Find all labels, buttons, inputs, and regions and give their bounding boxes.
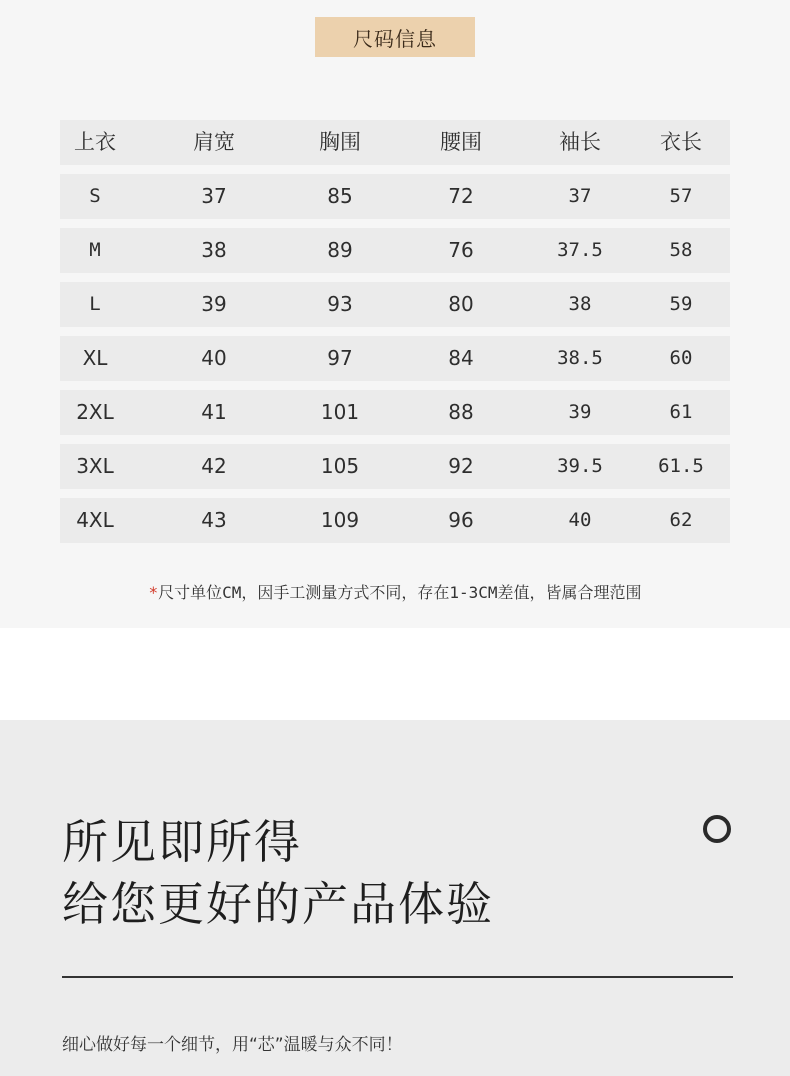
table-cell: 76: [448, 238, 474, 262]
table-cell: 84: [448, 346, 474, 370]
table-cell: 92: [448, 454, 474, 478]
promo-section: [0, 720, 790, 1076]
note-asterisk: *: [148, 583, 159, 602]
table-cell: 37.5: [557, 239, 603, 261]
promo-headline-line1: 所见即所得: [62, 815, 302, 869]
size-label: 2XL: [76, 400, 114, 424]
table-cell: 109: [320, 508, 360, 532]
table-cell: 80: [448, 292, 474, 316]
header-cell: 袖长: [559, 130, 601, 154]
header-cell: 胸围: [319, 130, 361, 154]
table-row: [60, 444, 730, 489]
table-cell: 72: [448, 184, 474, 208]
table-row: [60, 174, 730, 219]
table-cell: 38.5: [557, 347, 603, 369]
table-cell: 59: [669, 293, 693, 315]
table-cell: 96: [448, 508, 474, 532]
table-cell: 57: [669, 185, 693, 207]
header-cell: 上衣: [74, 130, 116, 154]
table-cell: 105: [320, 454, 360, 478]
table-cell: 93: [327, 292, 353, 316]
note-text: 尺寸单位CM，因手工测量方式不同，存在1-3CM差值，皆属合理范围: [158, 583, 642, 602]
size-label: M: [89, 239, 101, 261]
table-cell: 62: [669, 509, 693, 531]
table-header-row: [60, 120, 730, 165]
size-label: XL: [82, 346, 108, 370]
table-cell: 39.5: [557, 455, 603, 477]
size-label: 3XL: [76, 454, 114, 478]
table-cell: 60: [669, 347, 693, 369]
table-cell: 61.5: [658, 455, 704, 477]
header-cell: 肩宽: [193, 130, 235, 154]
header-cell: 腰围: [440, 130, 482, 154]
header-cell: 衣长: [660, 130, 702, 154]
table-row: [60, 228, 730, 273]
table-cell: 101: [320, 400, 360, 424]
table-cell: 58: [669, 239, 693, 261]
table-cell: 38: [568, 293, 592, 315]
circle-icon: [703, 815, 731, 843]
table-cell: 41: [201, 400, 227, 424]
table-cell: 85: [327, 184, 353, 208]
size-label: S: [89, 185, 101, 207]
table-cell: 43: [201, 508, 227, 532]
table-cell: 42: [201, 454, 227, 478]
table-cell: 37: [201, 184, 227, 208]
size-label: 4XL: [76, 508, 114, 532]
divider-line: [62, 976, 733, 978]
table-cell: 40: [568, 509, 592, 531]
table-cell: 97: [327, 346, 353, 370]
table-cell: 37: [568, 185, 592, 207]
table-cell: 40: [201, 346, 227, 370]
table-cell: 88: [448, 400, 474, 424]
table-row: [60, 390, 730, 435]
table-cell: 39: [201, 292, 227, 316]
table-cell: 89: [327, 238, 353, 262]
size-label: L: [89, 293, 101, 315]
table-row: [60, 336, 730, 381]
table-row: [60, 498, 730, 543]
table-cell: 61: [669, 401, 693, 423]
table-cell: 39: [568, 401, 592, 423]
promo-headline-line2: 给您更好的产品体验: [62, 877, 494, 931]
section-title-badge: 尺码信息: [315, 17, 475, 57]
table-row: [60, 282, 730, 327]
measurement-note: [0, 580, 790, 603]
promo-tagline: 细心做好每一个细节，用“芯”温暖与众不同！: [62, 1035, 403, 1055]
table-cell: 38: [201, 238, 227, 262]
